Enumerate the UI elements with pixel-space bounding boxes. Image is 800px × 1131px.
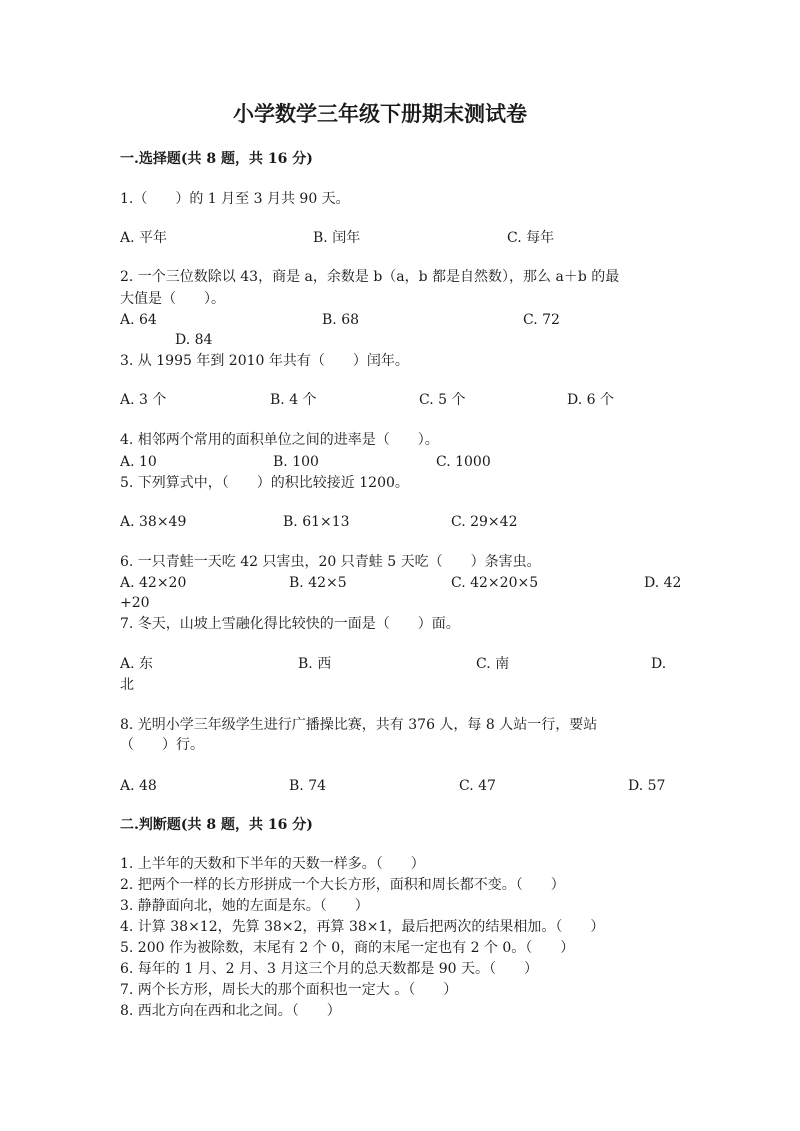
question-1-option-b: B. 闰年 — [313, 230, 361, 246]
question-2-option-b: B. 68 — [322, 312, 360, 328]
judgment-item: 2. 把两个一样的长方形拼成一个大长方形，面积和周长都不变。（ ） — [120, 877, 565, 893]
question-2-stem-line2: 大值是（ ）。 — [120, 291, 225, 307]
question-8-stem-line2: （ ）行。 — [120, 737, 204, 753]
question-3-option-a: A. 3 个 — [120, 392, 167, 408]
question-2-stem-line1: 2. 一个三位数除以 43，商是 a，余数是 b（a，b 都是自然数），那么 a＋b 的最 — [120, 269, 620, 285]
question-5-option-b: B. 61×13 — [283, 514, 350, 530]
judgment-item: 8. 西北方向在西和北之间。（ ） — [120, 1003, 341, 1019]
question-7-option-d-line2: 北 — [120, 677, 134, 693]
section-heading-choice: 一.选择题(共 8 题，共 16 分) — [120, 151, 313, 167]
question-7-option-c: C. 南 — [476, 656, 510, 672]
judgment-item: 6. 每年的 1 月、2 月、3 月这三个月的总天数都是 90 天。（ ） — [120, 961, 539, 977]
question-4-stem: 4. 相邻两个常用的面积单位之间的进率是（ ）。 — [120, 432, 439, 448]
question-4-option-c: C. 1000 — [436, 454, 491, 470]
question-2-option-d: D. 84 — [175, 332, 213, 348]
judgment-item: 7. 两个长方形，周长大的那个面积也一定大 。（ ） — [120, 982, 458, 998]
question-7-stem: 7. 冬天，山坡上雪融化得比较快的一面是（ ）面。 — [120, 616, 460, 632]
question-7-option-a: A. 东 — [120, 656, 154, 672]
question-1-option-c: C. 每年 — [507, 230, 555, 246]
question-3-option-c: C. 5 个 — [419, 392, 466, 408]
question-7-option-b: B. 西 — [298, 656, 332, 672]
question-6-option-b: B. 42×5 — [289, 575, 347, 591]
question-4-option-a: A. 10 — [120, 454, 157, 470]
question-6-option-d-line2: +20 — [120, 595, 150, 611]
question-3-option-d: D. 6 个 — [567, 392, 614, 408]
question-5-stem: 5. 下列算式中，（ ）的积比较接近 1200。 — [120, 475, 409, 491]
page-title: 小学数学三年级下册期末测试卷 — [233, 101, 527, 126]
question-4-option-b: B. 100 — [273, 454, 319, 470]
question-8-option-d: D. 57 — [628, 778, 666, 794]
question-8-stem-line1: 8. 光明小学三年级学生进行广播操比赛，共有 376 人，每 8 人站一行，要站 — [120, 717, 598, 733]
judgment-item: 5. 200 作为被除数，末尾有 2 个 0，商的末尾一定也有 2 个 0。（ ） — [120, 940, 575, 956]
question-3-stem: 3. 从 1995 年到 2010 年共有（ ）闰年。 — [120, 353, 409, 369]
question-6-option-a: A. 42×20 — [120, 575, 187, 591]
question-5-option-a: A. 38×49 — [120, 514, 187, 530]
question-6-option-c: C. 42×20×5 — [451, 575, 539, 591]
question-1-option-a: A. 平年 — [120, 230, 168, 246]
question-2-option-c: C. 72 — [523, 312, 560, 328]
judgment-item: 4. 计算 38×12，先算 38×2，再算 38×1，最后把两次的结果相加。（ ） — [120, 919, 605, 935]
question-6-stem: 6. 一只青蛙一天吃 42 只害虫，20 只青蛙 5 天吃（ ）条害虫。 — [120, 554, 541, 570]
question-8-option-b: B. 74 — [289, 778, 327, 794]
judgment-item: 1. 上半年的天数和下半年的天数一样多。（ ） — [120, 856, 425, 872]
question-2-option-a: A. 64 — [120, 312, 157, 328]
question-8-option-c: C. 47 — [459, 778, 496, 794]
question-3-option-b: B. 4 个 — [270, 392, 317, 408]
question-8-option-a: A. 48 — [120, 778, 157, 794]
question-1-stem: 1.（ ）的 1 月至 3 月共 90 天。 — [120, 191, 350, 207]
question-5-option-c: C. 29×42 — [451, 514, 518, 530]
question-6-option-d-line1: D. 42 — [644, 575, 682, 591]
section-heading-judgment: 二.判断题(共 8 题，共 16 分) — [120, 817, 313, 833]
question-7-option-d-line1: D. — [651, 656, 667, 672]
judgment-item: 3. 静静面向北，她的左面是东。（ ） — [120, 898, 369, 914]
